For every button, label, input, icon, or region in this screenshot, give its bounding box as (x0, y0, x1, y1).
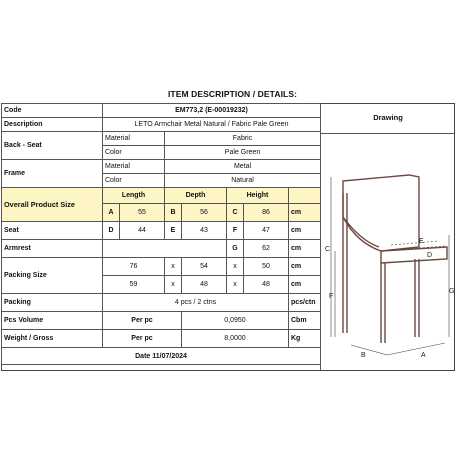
dim-g-value: 62 (244, 240, 289, 258)
armrest-label: Armrest (2, 240, 103, 258)
chair-leg-front-right (415, 259, 419, 337)
packing-size-row-1 (2, 258, 321, 276)
code-value: EM773,2 (E-00019232) (103, 104, 321, 118)
pcs-volume-label: Pcs Volume (2, 312, 103, 330)
pack2-height: 48 (244, 276, 289, 294)
code-label: Code (2, 104, 103, 118)
back-seat-material-value: Fabric (165, 132, 321, 146)
dim-b-value: 56 (182, 204, 227, 222)
drawing-panel (320, 103, 455, 371)
pcs-volume-unit: Cbm (289, 312, 321, 330)
pack2-unit: cm (289, 276, 321, 294)
pcs-volume-row (2, 312, 321, 330)
pack2-x2: x (227, 276, 244, 294)
back-seat-color-value: Pale Green (165, 146, 321, 160)
depth-header: Depth (165, 188, 227, 204)
description-row (2, 118, 321, 132)
dim-b-letter: B (165, 204, 182, 222)
pcs-volume-value: 0,0950 (182, 312, 289, 330)
pcs-volume-per: Per pc (103, 312, 182, 330)
pack1-height: 50 (244, 258, 289, 276)
dim-f-value: 47 (244, 222, 289, 240)
height-header: Height (227, 188, 289, 204)
label-f: F (329, 293, 334, 300)
label-g: G (449, 288, 455, 295)
dim-d-value: 44 (120, 222, 165, 240)
chair-leg-back (343, 193, 347, 333)
pack1-unit: cm (289, 258, 321, 276)
dim-g-letter: G (227, 240, 244, 258)
pack2-length: 59 (103, 276, 165, 294)
weight-unit: Kg (289, 330, 321, 348)
dim-a-line (387, 343, 445, 355)
pack1-length: 76 (103, 258, 165, 276)
spec-table (1, 103, 321, 365)
code-row (2, 104, 321, 118)
packing-label: Packing (2, 294, 103, 312)
pack1-width: 54 (182, 258, 227, 276)
frame-color-value: Natural (165, 174, 321, 188)
page-title: ITEM DESCRIPTION / DETAILS: (167, 89, 298, 99)
back-seat-color-label: Color (103, 146, 165, 160)
seat-label: Seat (2, 222, 103, 240)
dim-c-letter: C (227, 204, 244, 222)
chair-drawing (321, 133, 455, 371)
packing-unit: pcs/ctn (289, 294, 321, 312)
frame-material-label: Material (103, 160, 165, 174)
frame-material-value: Metal (165, 160, 321, 174)
length-header: Length (103, 188, 165, 204)
weight-per: Per pc (103, 330, 182, 348)
overall-unit: cm (289, 204, 321, 222)
overall-header-row (2, 188, 321, 204)
seat-unit: cm (289, 222, 321, 240)
weight-value: 8,0000 (182, 330, 289, 348)
dim-f-letter: F (227, 222, 244, 240)
chair-shell (343, 175, 419, 251)
dim-c-value: 86 (244, 204, 289, 222)
weight-row (2, 330, 321, 348)
pack2-width: 48 (182, 276, 227, 294)
back-seat-material-row (2, 132, 321, 146)
drawing-title: Drawing (321, 103, 455, 134)
overall-size-label: Overall Product Size (2, 188, 103, 222)
back-seat-material-label: Material (103, 132, 165, 146)
dim-e-letter: E (165, 222, 182, 240)
packing-size-label: Packing Size (2, 258, 103, 294)
date-row (2, 348, 321, 365)
dim-a-value: 55 (120, 204, 165, 222)
frame-color-label: Color (103, 174, 165, 188)
armrest-unit: cm (289, 240, 321, 258)
chair-arm-curve (343, 217, 379, 247)
label-b: B (361, 352, 366, 359)
dim-e-value: 43 (182, 222, 227, 240)
label-d: D (427, 252, 433, 259)
label-c: C (325, 246, 331, 253)
label-e: E (419, 238, 424, 245)
weight-label: Weight / Gross (2, 330, 103, 348)
dim-d-letter: D (103, 222, 120, 240)
dim-b-line (351, 345, 387, 355)
packing-value: 4 pcs / 2 ctns (103, 294, 289, 312)
frame-label: Frame (2, 160, 103, 188)
seat-row (2, 222, 321, 240)
pack2-x1: x (165, 276, 182, 294)
dim-e-line (391, 241, 439, 245)
pack1-x2: x (227, 258, 244, 276)
frame-material-row (2, 160, 321, 174)
description-label: Description (2, 118, 103, 132)
label-a: A (421, 352, 426, 359)
date-text: Date 11/07/2024 (2, 348, 321, 365)
back-seat-label: Back - Seat (2, 132, 103, 160)
dim-a-letter: A (103, 204, 120, 222)
pack1-x1: x (165, 258, 182, 276)
packing-row (2, 294, 321, 312)
chair-leg-front-left (381, 263, 385, 343)
description-value: LETO Armchair Metal Natural / Fabric Pale Green (103, 118, 321, 132)
armrest-row (2, 240, 321, 258)
